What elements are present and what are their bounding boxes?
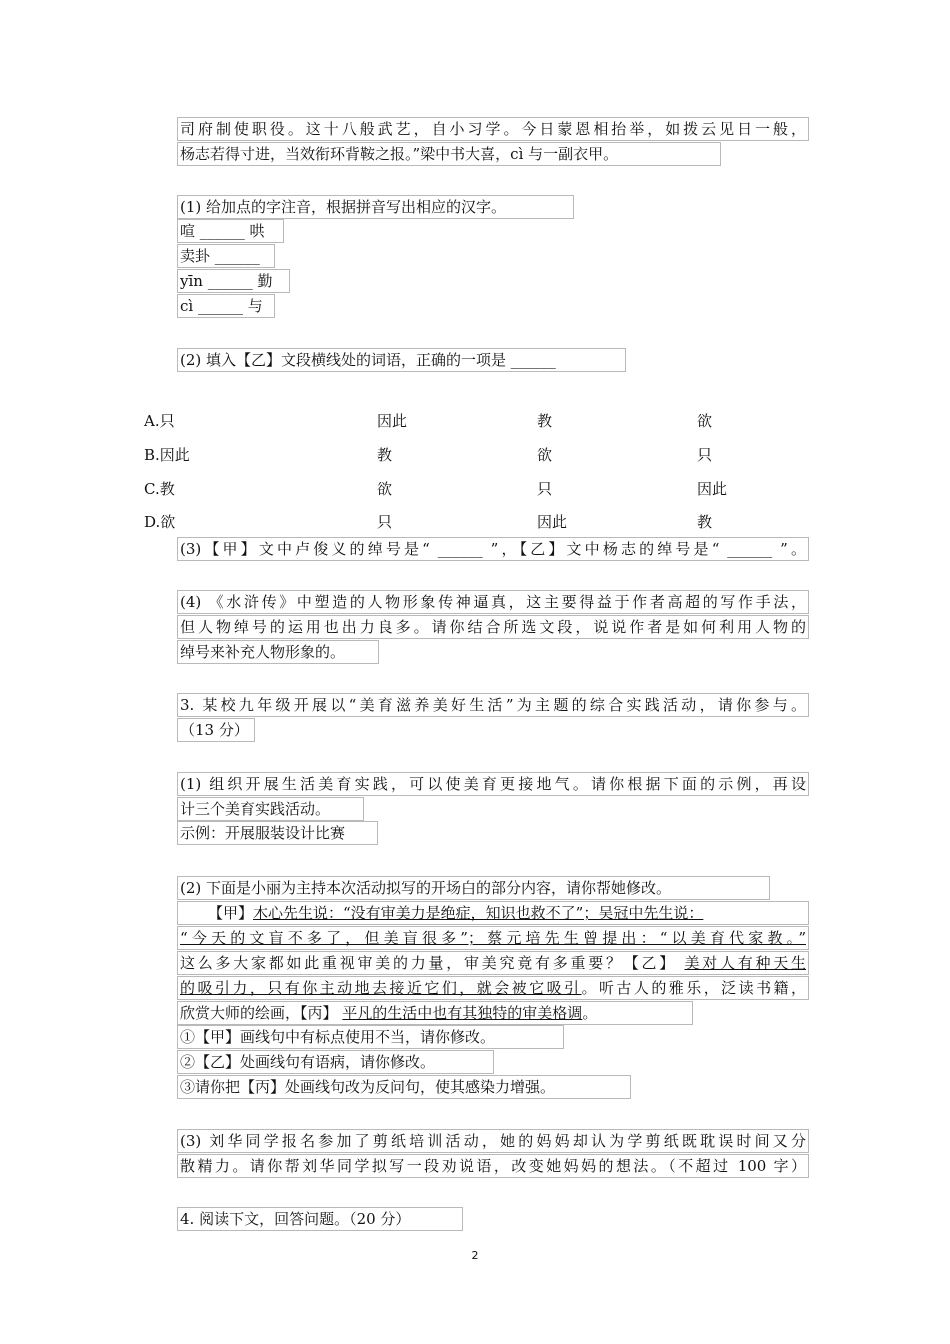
s3-q2-para-line-4 <box>177 976 809 1000</box>
para-text-5b: 。 <box>582 1004 598 1022</box>
page-number: 2 <box>471 1249 479 1262</box>
s3-q2-para-line-1 <box>177 901 809 925</box>
underlined-sentence-yi-cont: 的吸引力，只有你主动地去接近它们，就会被它吸引 <box>180 979 582 997</box>
s3-q2-sub-1: ①【甲】画线句中有标点使用不当，请你修改。 <box>177 1025 564 1049</box>
tag-jia: 【甲】 <box>208 904 254 922</box>
q1-title: (1) 给加点的字注音，根据拼音写出相应的汉字。 <box>177 195 574 219</box>
para-text-5a: 欣赏大师的绘画，【丙】 <box>180 1004 338 1022</box>
option-b-3: 欲 <box>537 446 553 464</box>
q4-line-3: 绰号来补充人物形象的。 <box>177 640 379 664</box>
passage-line-2: 杨志若得寸进，当效衔环背鞍之报。”梁中书大喜，cì 与一副衣甲。 <box>177 142 721 166</box>
s3-q2-sub-3: ③请你把【丙】处画线句改为反问句，使其感染力增强。 <box>177 1075 631 1099</box>
section-3-points: （13 分） <box>177 718 255 742</box>
s3-q3-line-1: (3) 刘华同学报名参加了剪纸培训活动，她的妈妈却认为学剪纸既耽误时间又分 <box>177 1129 809 1153</box>
option-c-4: 因此 <box>697 480 728 498</box>
option-d-1: D.欲 <box>144 513 176 531</box>
s3-q1-example: 示例：开展服装设计比赛 <box>177 821 378 845</box>
s3-q2-para-line-2 <box>177 926 809 950</box>
q1-item-4: cì ______ 与 <box>177 294 275 318</box>
option-a-1: A.只 <box>144 412 175 430</box>
option-a-3: 教 <box>537 412 553 430</box>
para-text-3a: 这么多大家都如此重视审美的力量，审美究竟有多重要？【乙】 <box>180 954 677 972</box>
q2-title: (2) 填入【乙】文段横线处的词语，正确的一项是 ______ <box>177 348 626 372</box>
section-4-heading: 4. 阅读下文，回答问题。（20 分） <box>177 1207 463 1231</box>
option-d-4: 教 <box>697 513 713 531</box>
underlined-sentence-jia-cont: “今天的文盲不多了，但美盲很多”；蔡元培先生曾提出：“以美育代家教。” <box>180 929 806 947</box>
q4-line-2: 但人物绰号的运用也出力良多。请你结合所选文段，说说作者是如何利用人物的 <box>177 615 809 639</box>
s3-q2-title: (2) 下面是小丽为主持本次活动拟写的开场白的部分内容，请你帮她修改。 <box>177 876 770 900</box>
s3-q2-sub-2: ②【乙】处画线句有语病，请你修改。 <box>177 1050 494 1074</box>
s3-q3-line-2: 散精力。请你帮刘华同学拟写一段劝说语，改变她妈妈的想法。（不超过 100 字） <box>177 1154 809 1178</box>
option-c-1: C.教 <box>144 480 175 498</box>
underlined-sentence-yi: 美对人有种天生 <box>684 954 806 972</box>
s3-q2-para-line-5 <box>177 1001 693 1025</box>
option-b-2: 教 <box>377 446 393 464</box>
passage-line-1: 司府制使职役。这十八般武艺，自小习学。今日蒙恩相抬举，如拨云见日一般， <box>177 117 809 141</box>
option-b-4: 只 <box>697 446 713 464</box>
underlined-sentence-bing: 平凡的生活中也有其独特的审美格调 <box>342 1004 583 1022</box>
q1-item-3: yīn ______ 勤 <box>177 269 290 293</box>
option-d-3: 因此 <box>537 513 568 531</box>
q1-item-2: 卖卦 ______ <box>177 244 275 268</box>
section-3-heading: 3. 某校九年级开展以“美育滋养美好生活”为主题的综合实践活动，请你参与。 <box>177 693 809 717</box>
option-b-1: B.因此 <box>144 446 190 464</box>
option-a-2: 因此 <box>377 412 408 430</box>
option-c-2: 欲 <box>377 480 393 498</box>
para-text-4b: 。听古人的雅乐，泛读书籍， <box>581 979 806 997</box>
s3-q1-line-2: 计三个美育实践活动。 <box>177 797 364 821</box>
underlined-sentence-jia: 木心先生说：“没有审美力是绝症，知识也救不了”；吴冠中先生说： <box>253 904 704 922</box>
option-c-3: 只 <box>537 480 553 498</box>
s3-q2-para-line-3 <box>177 951 809 975</box>
option-d-2: 只 <box>377 513 393 531</box>
q3-text: (3)【甲】文中卢俊义的绰号是“ ______ ”，【乙】文中杨志的绰号是“ ______ ”。 <box>177 537 809 561</box>
option-a-4: 欲 <box>697 412 713 430</box>
s3-q1-line-1: (1) 组织开展生活美育实践，可以使美育更接地气。请你根据下面的示例，再设 <box>177 772 809 796</box>
q1-item-1: 喧 ______ 哄 <box>177 219 284 243</box>
q4-line-1: (4) 《水浒传》中塑造的人物形象传神逼真，这主要得益于作者高超的写作手法， <box>177 590 809 614</box>
